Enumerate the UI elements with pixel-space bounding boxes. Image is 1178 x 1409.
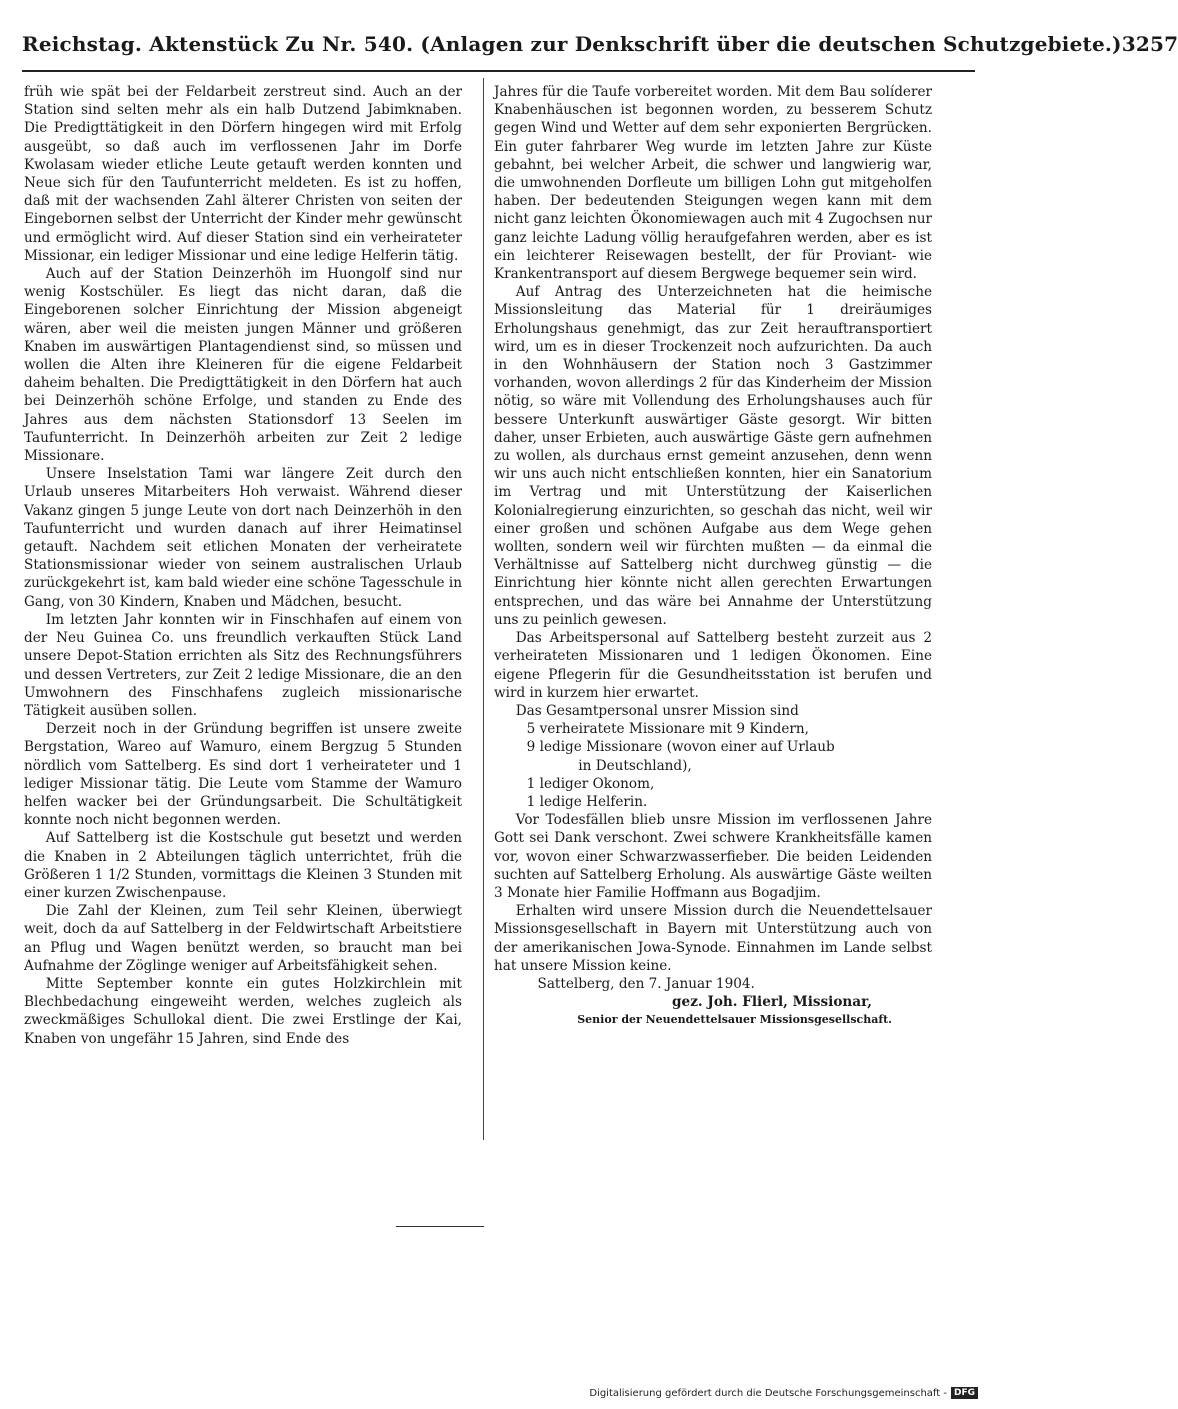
signature: gez. Joh. Flierl, Missionar,	[672, 994, 872, 1011]
paragraph: früh wie spät bei der Feldarbeit zerstreut sind. Auch an der Station sind selten mehr als ein halb Dutzend Jabimknaben. Die Predigttätigkeit in den Dörfern hingegen wird mit Erfolg ausgeübt, so daß auch im verflossenen Jahr im Dorfe Kwolasam wieder etliche Leute getauft werden konnten und Neue sich für den Taufunterricht meldeten. Es ist zu hoffen, daß mit der wachsenden Zahl älterer Christen von seiten der Eingebornen selbst der Unterricht der Kinder mehr gewünscht und ermöglicht wird. Auf dieser Station sind ein verheirateter Missionar, ein lediger Missionar und eine ledige Helferin tätig.	[24, 84, 462, 264]
header-title: Reichstag. Aktenstück Zu Nr. 540. (Anlagen zur Denkschrift über die deutschen Schutzgebiete.)	[22, 32, 1122, 56]
paragraph: Mitte September konnte ein gutes Holzkirchlein mit Blechbedachung eingeweiht werden, welches zugleich als zweckmäßiges Schullokal dient. Die zwei Erstlinge der Kai, Knaben von ungefähr 15 Jahren, sind Ende des	[24, 975, 462, 1047]
paragraph: Auf Sattelberg ist die Kostschule gut besetzt und werden die Knaben in 2 Abteilungen täglich unterrichtet, früh die Größeren 1 1/2 Stunden, vormittags die Kleinen 3 Stunden mit einer kurzen Zwischenpause.	[24, 830, 462, 901]
page-header	[22, 32, 1178, 56]
paragraph: Derzeit noch in der Gründung begriffen ist unsere zweite Bergstation, Wareo auf Wamuro, einem Bergzug 5 Stunden nördlich vom Sattelberg. Es sind dort 1 verheirateter und 1 lediger Missionar tätig. Die Leute vom Stamme der Wamuro helfen wacker bei der Gründungsarbeit. Die Schultätigkeit konnte noch nicht begonnen werden.	[24, 721, 462, 829]
column-divider	[483, 78, 484, 1140]
paragraph: Erhalten wird unsere Mission durch die Neuendettelsauer Missionsgesellschaft in Bayern mit Unterstützung auch von der amerikanischen Jowa-Synode. Einnahmen im Lande selbst hat unsere Mission keine.	[494, 903, 932, 974]
paragraph: Die Zahl der Kleinen, zum Teil sehr Kleinen, überwiegt weit, doch da auf Sattelberg in der Feldwirtschaft Arbeitstiere an Pflug und Wagen benützt werden, so braucht man bei Aufnahme der Zöglinge weniger auf Arbeitsfähigkeit sehen.	[24, 903, 462, 974]
staff-item: 9 ledige Missionare (wovon einer auf Urlaub	[526, 739, 835, 756]
paragraph: Unsere Inselstation Tami war längere Zeit durch den Urlaub unseres Mitarbeiters Hoh verwaist. Während dieser Vakanz gingen 5 junge Leute von dort nach Deinzerhöh in den Taufunterricht und wurden danach auf ihrer Heimatinsel getauft. Nachdem seit etlichen Monaten der verheiratete Stationsmissionar wieder von seinem australischen Urlaub zurückgekehrt ist, kam bald wieder eine schöne Tagesschule in Gang, von 30 Kindern, Knaben und Mädchen, besucht.	[24, 466, 462, 610]
dfg-logo-icon: DFG	[951, 1387, 978, 1399]
staff-heading: Das Gesamtpersonal unsrer Mission sind	[515, 702, 799, 719]
paragraph: Jahres für die Taufe vorbereitet worden. Mit dem Bau solíderer Knabenhäuschen ist begonnen worden, zu besserem Schutz gegen Wind und Wetter auf dem sehr exponierten Bergrücken. Ein guter fahrbarer Weg wurde im letzten Jahre zur Küste gebahnt, bei welcher Arbeit, die schwer und langwierig war, die umwohnenden Dorfleute um billigen Lohn gut mitgeholfen haben. Der bedeutenden Steigungen wegen kann mit dem nicht ganz leichten Ökonomiewagen auch mit 4 Zugochsen nur ganz leichte Ladung völlig heraufgefahren werden, aber es ist ein leichterer Reisewagen bestellt, der für Proviant- wie Krankentransport auf diesem Bergwege bequemer sein wird.	[494, 84, 932, 283]
page-number: 3257	[1121, 32, 1178, 56]
end-rule	[396, 1226, 484, 1227]
staff-item: 1 lediger Okonom,	[526, 775, 655, 792]
right-column	[494, 83, 932, 1030]
staff-item: 1 ledige Helferin.	[526, 793, 648, 810]
header-rule	[22, 70, 975, 72]
paragraph: Auf Antrag des Unterzeichneten hat die heimische Missionsleitung das Material für 1 dreiräumiges Erholungshaus genehmigt, das zur Zeit herauftransportiert wird, um es in dieser Trockenzeit noch aufzurichten. Da auch in den Wohnhäusern der Station noch 3 Gastzimmer vorhanden, wovon allerdings 2 für das Kinderheim der Mission nötig, so wäre mit Vollendung des Erholungshauses auch für bessere Unterkunft auswärtiger Gäste gesorgt. Wir bitten daher, unser Erbieten, auch auswärtige Gäste gern aufnehmen zu wollen, als durchaus ernst gemeint anzusehen, denn wenn wir uns auch nicht entschließen konnten, hier ein Sanatorium im Vertrag und mit Unterstützung der Kaiserlichen Kolonialregierung einzurichten, so geschah das nicht, weil wir einer großen und schönen Aufgabe aus dem Wege gehen wollten, sondern weil wir fürchten mußten — da einmal die Verhältnisse auf Sattelberg nicht durchweg günstig — die Einrichtung hier könnte nicht allen gerechten Erwartungen entsprechen, und das wäre bei Annahme der Unterstützung uns zu peinlich gewesen.	[494, 284, 932, 628]
left-column	[24, 83, 462, 1048]
signature-role: Senior der Neuendettelsauer Missionsgesellschaft.	[577, 1013, 892, 1027]
staff-item: 5 verheiratete Missionare mit 9 Kindern,	[526, 721, 809, 738]
paragraph: Im letzten Jahr konnten wir in Finschhafen auf einem von der Neu Guinea Co. uns freundlich verkauften Stück Land unsere Depot-Station errichten als Sitz des Rechnungsführers und dessen Vertreters, zur Zeit 2 ledige Missionare, die an den Umwohnern des Finschhafens zugleich missionarische Tätigkeit ausüben sollen.	[24, 611, 462, 719]
paragraph: Auch auf der Station Deinzerhöh im Huongolf sind nur wenig Kostschüler. Es liegt das nicht daran, daß die Eingeborenen solcher Einrichtung der Mission abgeneigt wären, aber weil die meisten jungen Männer und größeren Knaben im auswärtigen Plantagendienst sind, so müssen und wollen die Alten ihre Kleineren für die eigene Feldarbeit daheim behalten. Die Predigttätigkeit in den Dörfern hat auch bei Deinzerhöh schöne Erfolge, und standen zu Ende des Jahres aus dem nächsten Stationsdorf 13 Seelen im Taufunterricht. In Deinzerhöh arbeiten zur Zeit 2 ledige Missionare.	[24, 266, 462, 465]
footer	[589, 1387, 978, 1399]
staff-item: in Deutschland),	[578, 757, 692, 774]
paragraph: Vor Todesfällen blieb unsre Mission im verflossenen Jahre Gott sei Dank verschont. Zwei schwere Krankheitsfälle kamen vor, wovon einer Schwarzwasserfieber. Die beiden Leidenden suchten auf Sattelberg Erholung. Als auswärtige Gäste weilten 3 Monate hier Familie Hoffmann aus Bogadjim.	[494, 812, 932, 901]
paragraph: Das Arbeitspersonal auf Sattelberg besteht zurzeit aus 2 verheirateten Missionaren und 1 ledigen Ökonomen. Eine eigene Pflegerin für die Gesundheitsstation ist berufen und wird in kurzem hier erwartet.	[494, 630, 932, 701]
footer-text: Digitalisierung gefördert durch die Deutsche Forschungsgemeinschaft -	[589, 1387, 947, 1399]
staff-list	[494, 702, 932, 811]
place-date: Sattelberg, den 7. Januar 1904.	[537, 975, 755, 992]
